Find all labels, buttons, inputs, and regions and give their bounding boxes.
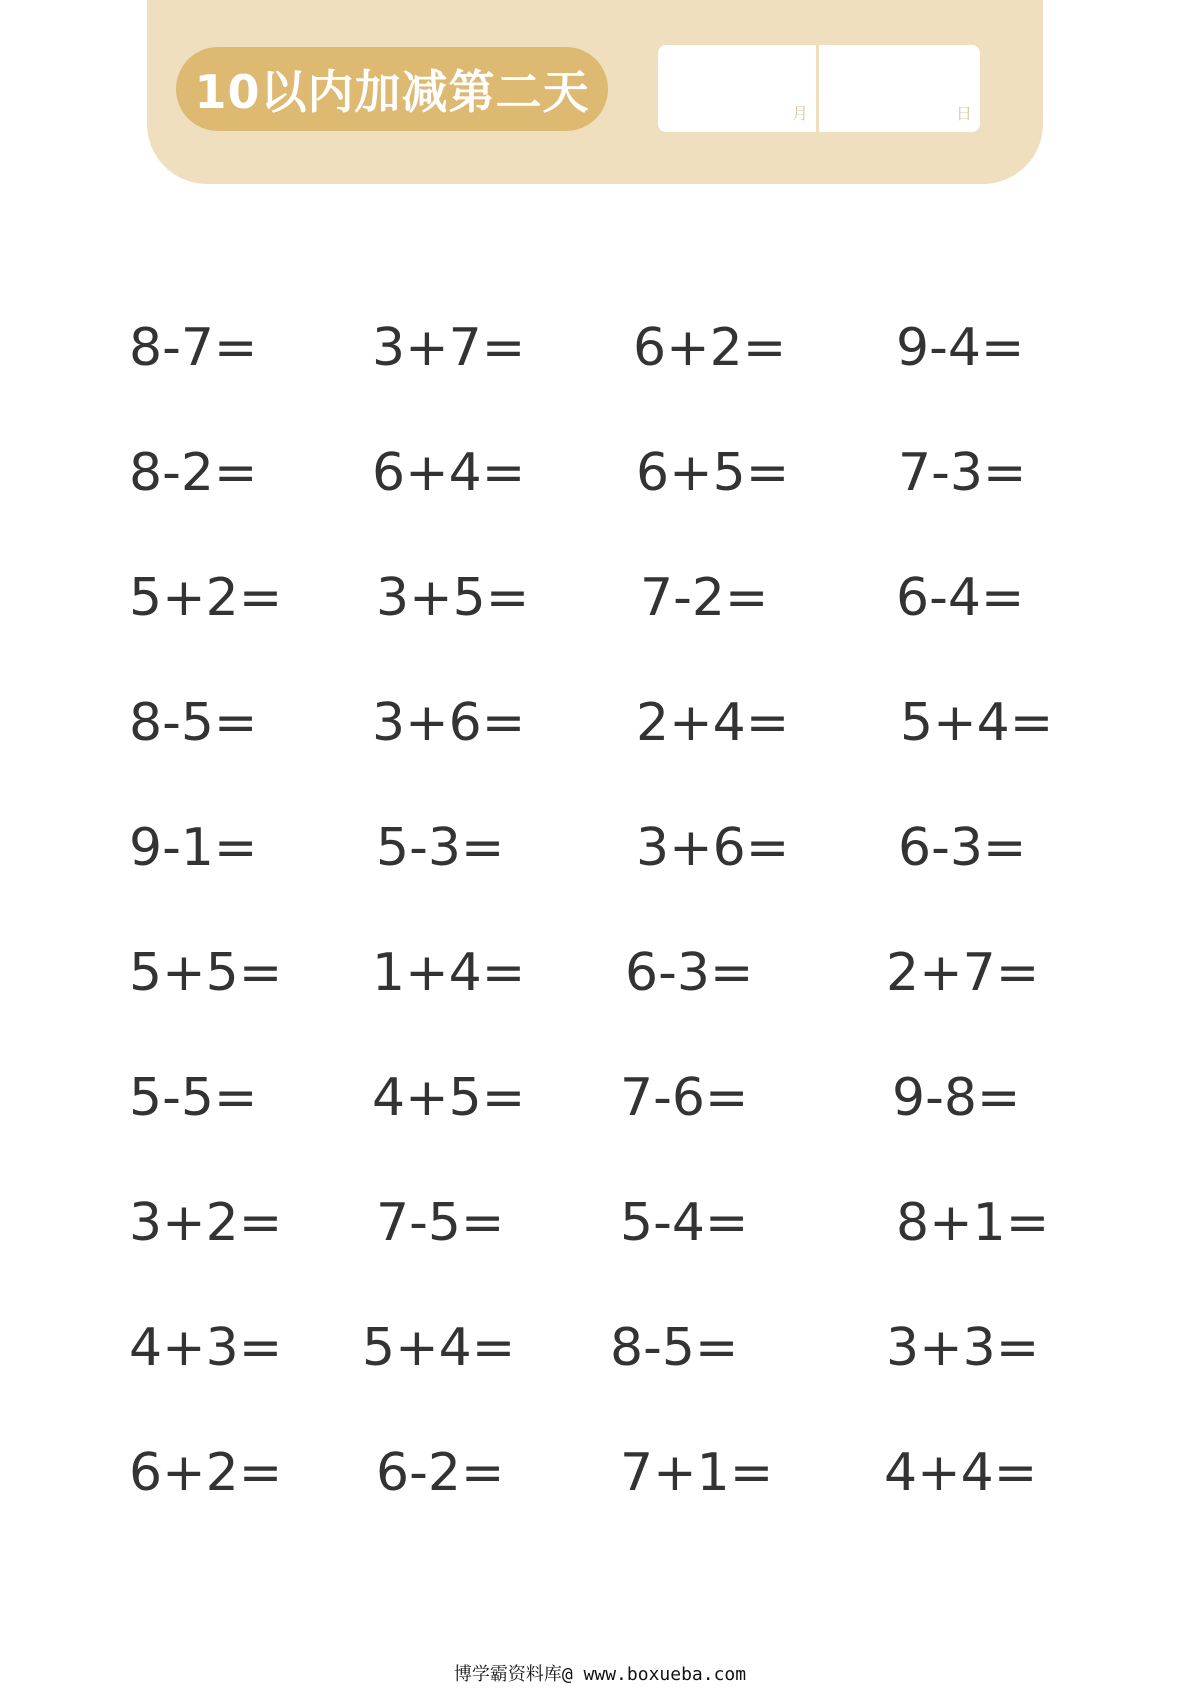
day-label: 日 [955, 104, 972, 123]
problem-r4-c3: 2+4= [636, 693, 790, 753]
problem-r4-c4: 5+4= [900, 693, 1054, 753]
problem-r5-c4: 6-3= [898, 818, 1027, 878]
problem-r4-c2: 3+6= [372, 693, 526, 753]
problem-r7-c2: 4+5= [372, 1068, 526, 1128]
problem-r7-c4: 9-8= [892, 1068, 1021, 1128]
problem-r6-c3: 6-3= [625, 943, 754, 1003]
month-field[interactable] [658, 45, 816, 132]
problem-r6-c2: 1+4= [372, 943, 526, 1003]
problem-r10-c4: 4+4= [884, 1443, 1038, 1503]
problem-r3-c3: 7-2= [640, 568, 769, 628]
problem-r5-c2: 5-3= [376, 818, 505, 878]
problem-r1-c1: 8-7= [129, 318, 258, 378]
problem-r2-c1: 8-2= [129, 443, 258, 503]
problem-r8-c2: 7-5= [376, 1193, 505, 1253]
problem-r4-c1: 8-5= [129, 693, 258, 753]
problem-r1-c2: 3+7= [372, 318, 526, 378]
problem-r1-c3: 6+2= [633, 318, 787, 378]
problem-r3-c2: 3+5= [376, 568, 530, 628]
problem-r6-c4: 2+7= [886, 943, 1040, 1003]
problem-r5-c1: 9-1= [129, 818, 258, 878]
problem-r7-c1: 5-5= [129, 1068, 258, 1128]
day-field[interactable] [819, 45, 980, 132]
problem-r3-c1: 5+2= [129, 568, 283, 628]
problem-r2-c3: 6+5= [636, 443, 790, 503]
footer-watermark: 博学霸资料库@ www.boxueba.com [453, 1664, 747, 1685]
problem-r1-c4: 9-4= [896, 318, 1025, 378]
problem-r9-c4: 3+3= [886, 1318, 1040, 1378]
problem-r8-c3: 5-4= [620, 1193, 749, 1253]
month-label: 月 [791, 104, 808, 123]
worksheet-title: 10以内加减第二天 [176, 47, 608, 131]
problem-r5-c3: 3+6= [636, 818, 790, 878]
problem-r2-c4: 7-3= [898, 443, 1027, 503]
problem-r10-c1: 6+2= [129, 1443, 283, 1503]
problem-r2-c2: 6+4= [372, 443, 526, 503]
problem-r3-c4: 6-4= [896, 568, 1025, 628]
problem-r10-c3: 7+1= [620, 1443, 774, 1503]
problem-r9-c1: 4+3= [129, 1318, 283, 1378]
problem-r8-c1: 3+2= [129, 1193, 283, 1253]
problem-r9-c2: 5+4= [362, 1318, 516, 1378]
problem-r10-c2: 6-2= [376, 1443, 505, 1503]
problem-r6-c1: 5+5= [129, 943, 283, 1003]
problem-r7-c3: 7-6= [620, 1068, 749, 1128]
problem-r8-c4: 8+1= [896, 1193, 1050, 1253]
problem-r9-c3: 8-5= [610, 1318, 739, 1378]
